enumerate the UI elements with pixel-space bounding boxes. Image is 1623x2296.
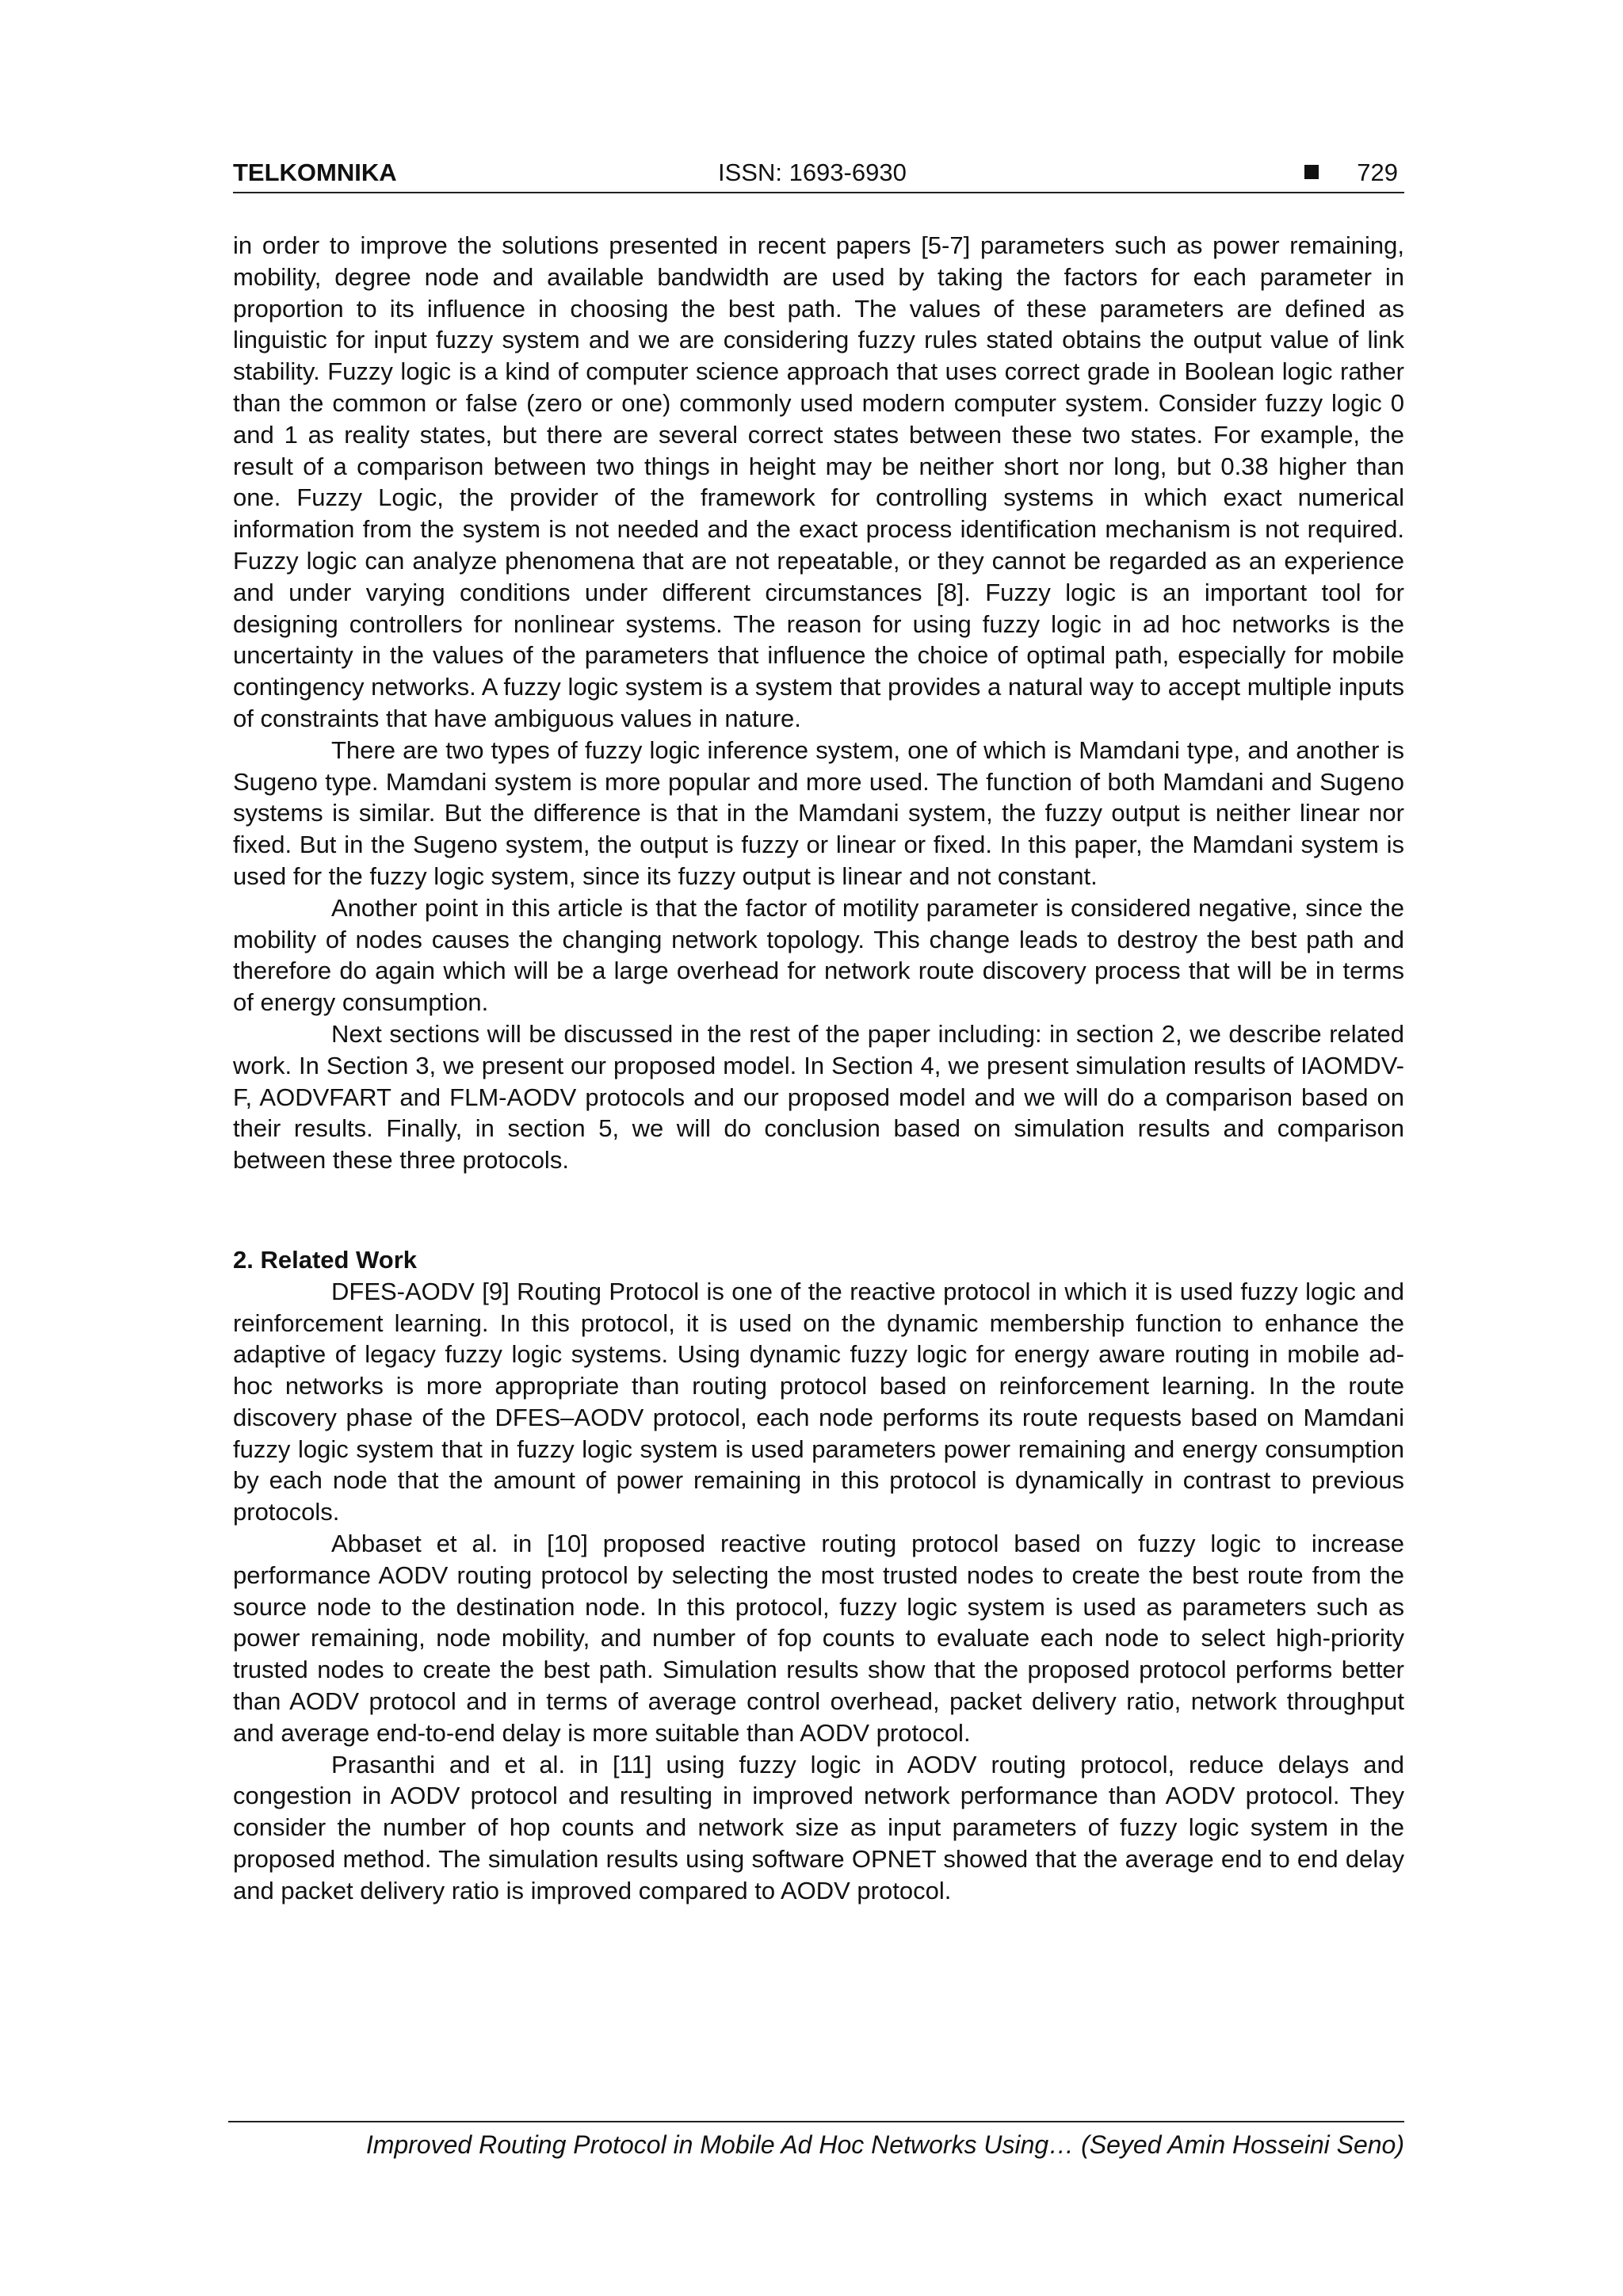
main-text xyxy=(233,230,1404,1907)
running-footer: Improved Routing Protocol in Mobile Ad Hoc Networks Using… (Seyed Amin Hosseini Seno) xyxy=(365,2130,1404,2159)
related-work-paragraph-1: DFES-AODV [9] Routing Protocol is one of the reactive protocol in which it is used fuzzy logic and reinforcement learning. In this protocol, it is used on the dynamic membership function to enhance the adaptive of legacy fuzzy logic systems. Using dynamic fuzzy logic for energy aware routing in mobile ad-hoc networks is more appropriate than routing protocol based on reinforcement learning. In the route discovery phase of the DFES–AODV protocol, each node performs its route requests based on Mamdani fuzzy logic system that in fuzzy logic system is used parameters power remaining and energy consumption by each node that the amount of power remaining in this protocol is dynamically in contrast to previous protocols. xyxy=(233,1277,1404,1526)
body-paragraph-1: in order to improve the solutions presented in recent papers [5-7] parameters such as power remaining, mobility, degree node and available bandwidth are used by taking the factors for each parameter in proportion to its influence in choosing the best path. The values of these parameters are defined as linguistic for input fuzzy system and we are considering fuzzy rules stated obtains the output value of link stability. Fuzzy logic is a kind of computer science approach that uses correct grade in Boolean logic rather than the common or false (zero or one) commonly used modern computer system. Consider fuzzy logic 0 and 1 as reality states, but there are several correct states between these two states. For example, the result of a comparison between two things in height may be neither short nor long, but 0.38 higher than one. Fuzzy Logic, the provider of the framework for controlling systems in which exact numerical information from the system is not needed and the exact process identification mechanism is not required. Fuzzy logic can analyze phenomena that are not repeatable, or they cannot be regarded as an experience and under varying conditions under different circumstances [8]. Fuzzy logic is an important tool for designing controllers for nonlinear systems. The reason for using fuzzy logic in ad hoc networks is the uncertainty in the values of the parameters that influence the choice of optimal path, especially for mobile contingency networks. A fuzzy logic system is a system that provides a natural way to accept multiple inputs of constraints that have ambiguous values in nature. xyxy=(233,231,1404,732)
footer-divider xyxy=(228,2121,1404,2122)
related-work-paragraph-2: Abbaset et al. in [10] proposed reactive routing protocol based on fuzzy logic to increase performance AODV routing protocol by selecting the most trusted nodes to create the best route from the source node to the destination node. In this protocol, fuzzy logic system is used as parameters such as power remaining, node mobility, and number of fop counts to evaluate each node to select high-priority trusted nodes to create the best path. Simulation results show that the proposed protocol performs better than AODV protocol and in terms of average control overhead, packet delivery ratio, network throughput and average end-to-end delay is more suitable than AODV protocol. xyxy=(233,1530,1404,1747)
page-number: 729 xyxy=(1357,159,1398,186)
square-bullet-icon xyxy=(1304,165,1319,179)
section-heading-related-work: 2. Related Work xyxy=(233,1245,418,1274)
body-paragraph-3: Another point in this article is that the factor of motility parameter is considered negative, since the mobility of nodes causes the changing network topology. This change leads to destroy the best path and therefore do again which will be a large overhead for network route discovery process that will be in terms of energy consumption. xyxy=(233,893,1404,1017)
journal-name: TELKOMNIKA xyxy=(233,159,397,186)
issn: ISSN: 1693-6930 xyxy=(718,159,907,186)
running-header xyxy=(233,155,1404,193)
related-work-paragraph-3: Prasanthi and et al. in [11] using fuzzy logic in AODV routing protocol, reduce delays and congestion in AODV protocol and resulting in improved network performance than AODV protocol. They consider the number of hop counts and network size as input parameters of fuzzy logic system in the proposed method. The simulation results using software OPNET showed that the average end to end delay and packet delivery ratio is improved compared to AODV protocol. xyxy=(233,1750,1404,1904)
body-paragraph-2: There are two types of fuzzy logic inference system, one of which is Mamdani type, and another is Sugeno type. Mamdani system is more popular and more used. The function of both Mamdani and Sugeno systems is similar. But the difference is that in the Mamdani system, the fuzzy output is neither linear nor fixed. But in the Sugeno system, the output is fuzzy or linear or fixed. In this paper, the Mamdani system is used for the fuzzy logic system, since its fuzzy output is linear and not constant. xyxy=(233,735,1404,890)
body-paragraph-4: Next sections will be discussed in the rest of the paper including: in section 2, we describe related work. In Section 3, we present our proposed model. In Section 4, we present simulation results of IAOMDV- F, AODVFART and FLM-AODV protocols and our proposed model and we will do a comparison based on their results. Finally, in section 5, we will do conclusion based on simulation results and comparison between these three protocols. xyxy=(233,1019,1404,1175)
